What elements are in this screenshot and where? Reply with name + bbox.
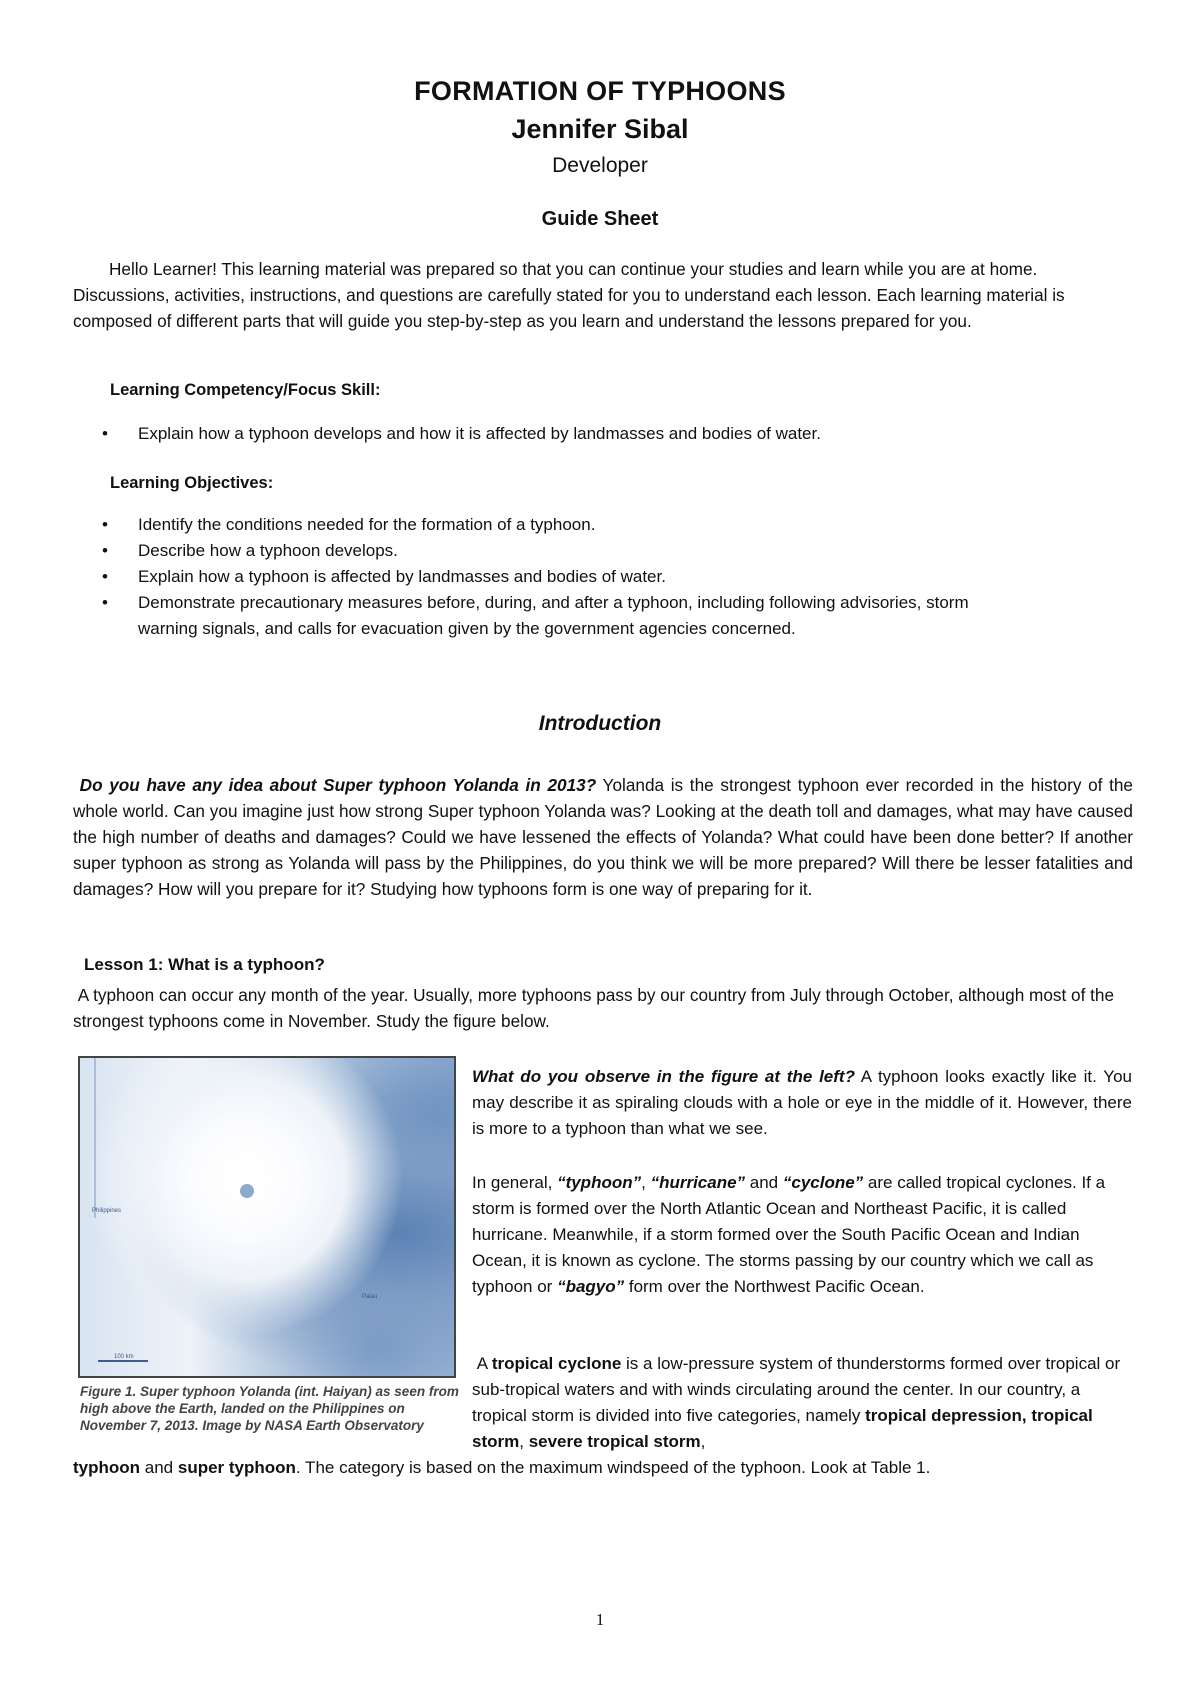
list-item: • Demonstrate precautionary measures before, during, and after a typhoon, including following advisories, storm warning signals, and calls for evacuation given by the government agencies concerned. xyxy=(102,590,1002,642)
intro-paragraph: Hello Learner! This learning material was prepared so that you can continue your studies and learn while you are at home. Discussions, activities, instructions, and questions are carefully stated for you to understand each lesson. Each learning material is composed of different parts that will guide you step-by-step as you learn and understand the lessons prepared for you. xyxy=(73,259,1065,331)
list-item: • Identify the conditions needed for the formation of a typhoon. xyxy=(102,512,1002,538)
bullet-icon: • xyxy=(102,515,108,534)
tropical-cyclone-paragraph: A tropical cyclone is a low-pressure system of thunderstorms formed over tropical or sub-tropical waters and with winds circulating around the center. In our country, a tropical storm is divided into five categories, namely tropical depression, tropical storm, severe tropical storm, xyxy=(472,1354,1121,1451)
general-paragraph: In general, “typhoon”, “hurricane” and “cyclone” are called tropical cyclones. If a storm is formed over the North Atlantic Ocean and Northeast Pacific, it is called hurricane. Meanwhile, if a storm formed over the South Pacific Ocean and Indian Ocean, it is known as cyclone. The storms passing by our country which we call as typhoon or “bagyo” form over the Northwest Pacific Ocean. xyxy=(472,1173,1106,1296)
introduction-paragraph: Do you have any idea about Super typhoon Yolanda in 2013? Yolanda is the strongest typhoon ever recorded in the history of the whole world. Can you imagine just how strong Super typhoon Yolanda was? Looking at the death toll and damages, what may have caused the high number of deaths and damages? Could we have lessened the effects of Yolanda? What could have been done better? If another super typhoon as strong as Yolanda will pass by the Philippines, do you think we will be more prepared? Will there be lesser fatalities and damages? How will you prepare for it? Studying how typhoons form is one way of preparing for it. xyxy=(73,775,1133,899)
lesson-1-title: Lesson 1: What is a typhoon? xyxy=(84,955,325,974)
list-item: • Explain how a typhoon is affected by landmasses and bodies of water. xyxy=(102,564,1002,590)
objectives-heading: Learning Objectives: xyxy=(110,474,274,492)
typhoon-satellite-image xyxy=(78,1056,456,1378)
categories-line: typhoon and super typhoon. The category is based on the maximum windspeed of the typhoon. Look at Table 1. xyxy=(73,1458,931,1477)
bullet-icon: • xyxy=(102,567,108,586)
competency-list xyxy=(102,421,1102,447)
section-heading-guide-sheet: Guide Sheet xyxy=(541,208,659,230)
observe-question: What do you observe in the figure at the left? xyxy=(472,1067,855,1086)
bullet-icon: • xyxy=(102,424,108,443)
list-item: • Explain how a typhoon develops and how it is affected by landmasses and bodies of water. xyxy=(102,421,1102,447)
scale-bar xyxy=(98,1360,148,1362)
author-role: Developer xyxy=(552,154,648,177)
introduction-heading: Introduction xyxy=(538,712,662,735)
bullet-icon: • xyxy=(102,541,108,560)
lesson-1-text: A typhoon can occur any month of the year. Usually, more typhoons pass by our country from July through October, although most of the strongest typhoons come in November. Study the figure below. xyxy=(73,985,1115,1031)
objectives-list xyxy=(102,512,1002,642)
document-title: FORMATION OF TYPHOONS xyxy=(414,76,786,106)
coastline xyxy=(80,1058,96,1218)
observe-paragraph: What do you observe in the figure at the left? A typhoon looks exactly like it. You may describe it as spiraling clouds with a hole or eye in the middle of it. However, there is more to a typhoon than what we see. xyxy=(472,1067,1132,1138)
figure-caption: Figure 1. Super typhoon Yolanda (int. Haiyan) as seen from high above the Earth, landed on the Philippines on November 7, 2013. Image by NASA Earth Observatory xyxy=(80,1384,459,1433)
author-name: Jennifer Sibal xyxy=(511,114,689,144)
scale-label: 100 km xyxy=(114,1354,134,1360)
map-label-palau: Palau xyxy=(362,1294,378,1300)
page-number: 1 xyxy=(595,1610,605,1629)
lead-question: Do you have any idea about Super typhoon Yolanda in 2013? xyxy=(79,775,597,795)
list-item: • Describe how a typhoon develops. xyxy=(102,538,1002,564)
map-label-philippines: Philippines xyxy=(92,1208,122,1214)
typhoon-eye xyxy=(240,1184,254,1198)
competency-heading: Learning Competency/Focus Skill: xyxy=(110,381,381,399)
bullet-icon: • xyxy=(102,593,108,612)
